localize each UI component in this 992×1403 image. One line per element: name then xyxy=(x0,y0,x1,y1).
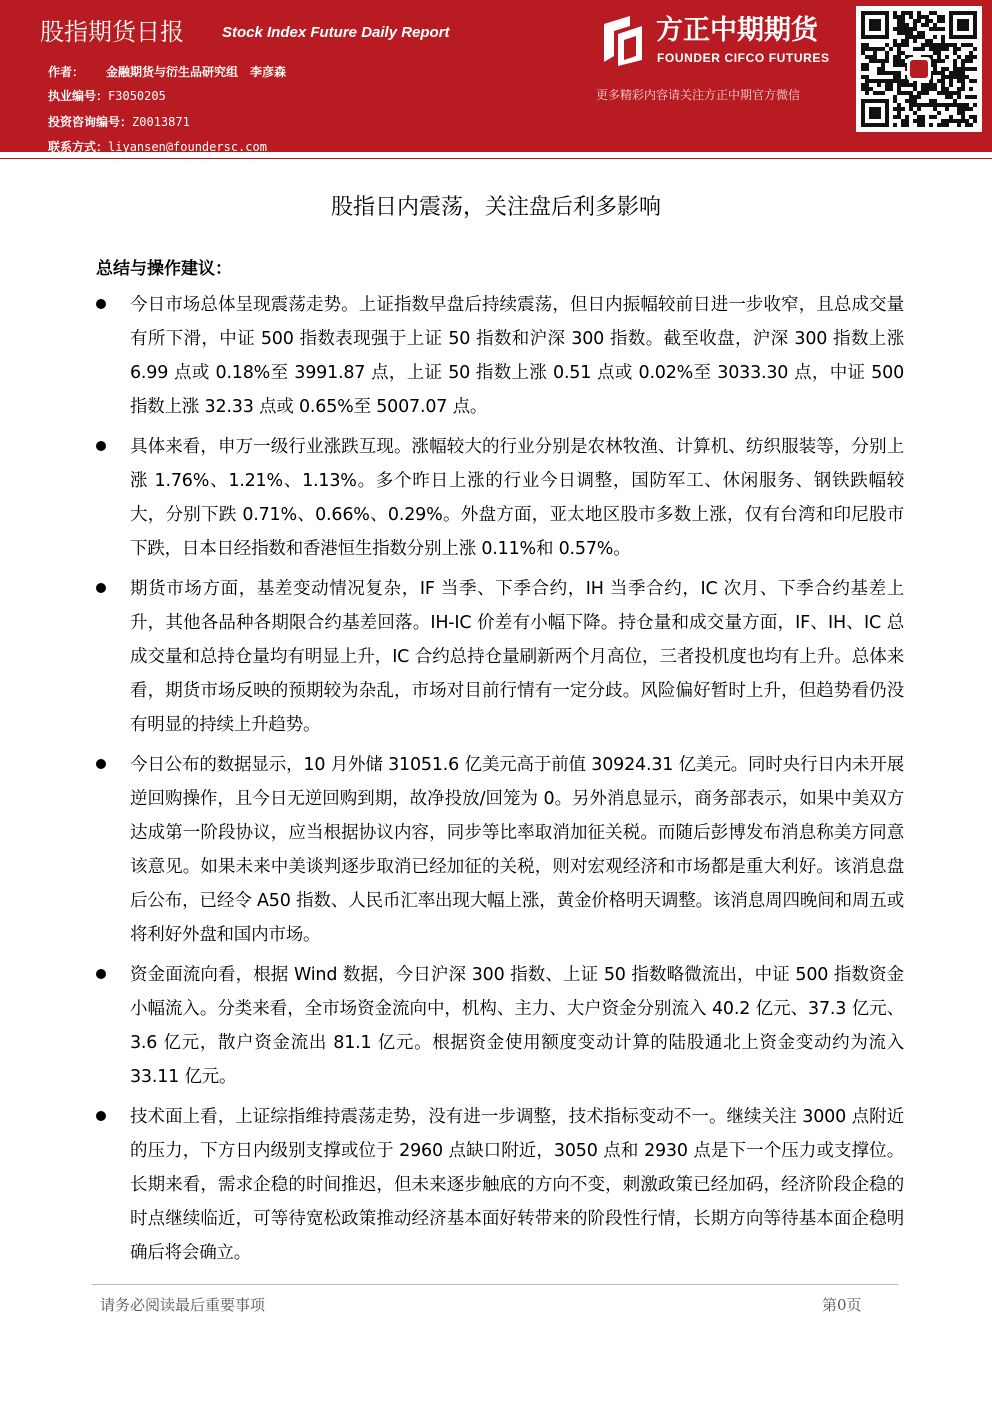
contact-value[interactable]: liyansen@foundersc.com xyxy=(108,140,267,154)
footer-divider xyxy=(92,1284,898,1285)
section-heading: 总结与操作建议： xyxy=(96,259,232,279)
list-item xyxy=(94,288,904,424)
bullet-dot-icon xyxy=(96,583,106,593)
list-item xyxy=(94,1100,904,1270)
consult-line xyxy=(48,113,190,131)
qr-code-icon xyxy=(857,7,981,131)
brand-name-en: FOUNDER CIFCO FUTURES xyxy=(657,51,830,65)
bullet-text: 具体来看，申万一级行业涨跌互现。涨幅较大的行业分别是农林牧渔、计算机、纺织服装等，分别上涨 1.76%、1.21%、1.13%。多个昨日上涨的行业今日调整，国防军工、休闲服务、钢铁跌幅较大，分别下跌 0.71%、0.66%、0.29%。外盘方面，亚太地区股市多数上涨，仅有台湾和印尼股市下跌，日本日经指数和香港恒生指数分别上涨 0.11%和 0.57%。 xyxy=(130,437,904,559)
consult-value: Z0013871 xyxy=(132,115,190,129)
bullet-text: 今日市场总体呈现震荡走势。上证指数早盘后持续震荡，但日内振幅较前日进一步收窄，且总成交量有所下滑，中证 500 指数表现强于上证 50 指数和沪深 300 指数。截至收盘，沪深 300 指数上涨 6.99 点或 0.18%至 3991.87 点，上证 50 指数上涨 0.51 点或 0.02%至 3033.30 点，中证 500 指数上涨 32.33 点或 0.65%至 5007.07 点。 xyxy=(130,295,904,417)
author-value: 金融期货与衍生品研究组 李彦森 xyxy=(106,65,287,79)
bullet-dot-icon xyxy=(96,441,106,451)
footer-notice: 请务必阅读最后重要事项 xyxy=(100,1296,266,1314)
license-value: F3050205 xyxy=(108,89,166,103)
page-number: 第0页 xyxy=(822,1296,862,1314)
brand-name-cn: 方正中期期货 xyxy=(656,15,818,46)
license-label: 执业编号： xyxy=(48,89,109,103)
list-item xyxy=(94,958,904,1094)
author-label: 作者： xyxy=(48,65,85,79)
bullet-text: 资金面流向看，根据 Wind 数据，今日沪深 300 指数、上证 50 指数略微流出，中证 500 指数资金小幅流入。分类来看，全市场资金流向中，机构、主力、大户资金分别流入 40.2 亿元、37.3 亿元、3.6 亿元，散户资金流出 81.1 亿元。根据资金使用额度变动计算的陆股通北上资金变动约为流入 33.11 亿元。 xyxy=(130,965,904,1087)
report-title-cn: 股指期货日报 xyxy=(40,18,184,46)
bullet-text: 期货市场方面，基差变动情况复杂，IF 当季、下季合约，IH 当季合约，IC 次月、下季合约基差上升，其他各品种各期限合约基差回落。IH-IC 价差有小幅下降。持仓量和成交量方面，IF、IH、IC 总成交量和总持仓量均有明显上升，IC 合约总持仓量刷新两个月高位，三者投机度也均有上升。总体来看，期货市场反映的预期较为杂乱，市场对目前行情有一定分歧。风险偏好暂时上升，但趋势看仍没有明显的持续上升趋势。 xyxy=(130,579,904,735)
list-item xyxy=(94,748,904,952)
bullet-dot-icon xyxy=(96,759,106,769)
brand-logo xyxy=(600,12,852,72)
bullet-dot-icon xyxy=(96,299,106,309)
author-line xyxy=(48,63,286,81)
summary-bullet-list xyxy=(94,288,904,1276)
bullet-text: 今日公布的数据显示，10 月外储 31051.6 亿美元高于前值 30924.31 亿美元。同时央行日内未开展逆回购操作，且今日无逆回购到期，故净投放/回笼为 0。另外消息显示，商务部表示，如果中美双方达成第一阶段协议，应当根据协议内容，同步等比率取消加征关税。而随后彭博发布消息称美方同意该意见。如果未来中美谈判逐步取消已经加征的关税，则对宏观经济和市场都是重大利好。该消息盘后公布，已经令 A50 指数、人民币汇率出现大幅上涨，黄金价格明天调整。该消息周四晚间和周五或将利好外盘和国内市场。 xyxy=(130,755,904,945)
wechat-qr-code[interactable] xyxy=(856,6,982,132)
list-item xyxy=(94,572,904,742)
bullet-text: 技术面上看，上证综指维持震荡走势，没有进一步调整，技术指标变动不一。继续关注 3000 点附近的压力，下方日内级别支撑或位于 2960 点缺口附近，3050 点和 2930 点是下一个压力或支撑位。长期来看，需求企稳的时间推迟，但未来逐步触底的方向不变，刺激政策已经加码，经济阶段企稳的时点继续临近，可等待宽松政策推动经济基本面好转带来的阶段性行情，长期方向等待基本面企稳明确后将会确立。 xyxy=(130,1107,904,1263)
contact-line xyxy=(48,138,267,156)
bullet-dot-icon xyxy=(96,969,106,979)
list-item xyxy=(94,430,904,566)
header-divider xyxy=(0,158,992,159)
wechat-note: 更多精彩内容请关注方正中期官方微信 xyxy=(596,88,801,102)
contact-label: 联系方式： xyxy=(48,140,109,154)
license-line xyxy=(48,87,166,105)
report-title-en: Stock Index Future Daily Report xyxy=(222,24,450,41)
document-title: 股指日内震荡，关注盘后利多影响 xyxy=(330,195,661,220)
bullet-dot-icon xyxy=(96,1111,106,1121)
report-header xyxy=(0,0,992,152)
consult-label: 投资咨询编号： xyxy=(48,115,133,129)
brand-mark-icon xyxy=(600,14,646,66)
